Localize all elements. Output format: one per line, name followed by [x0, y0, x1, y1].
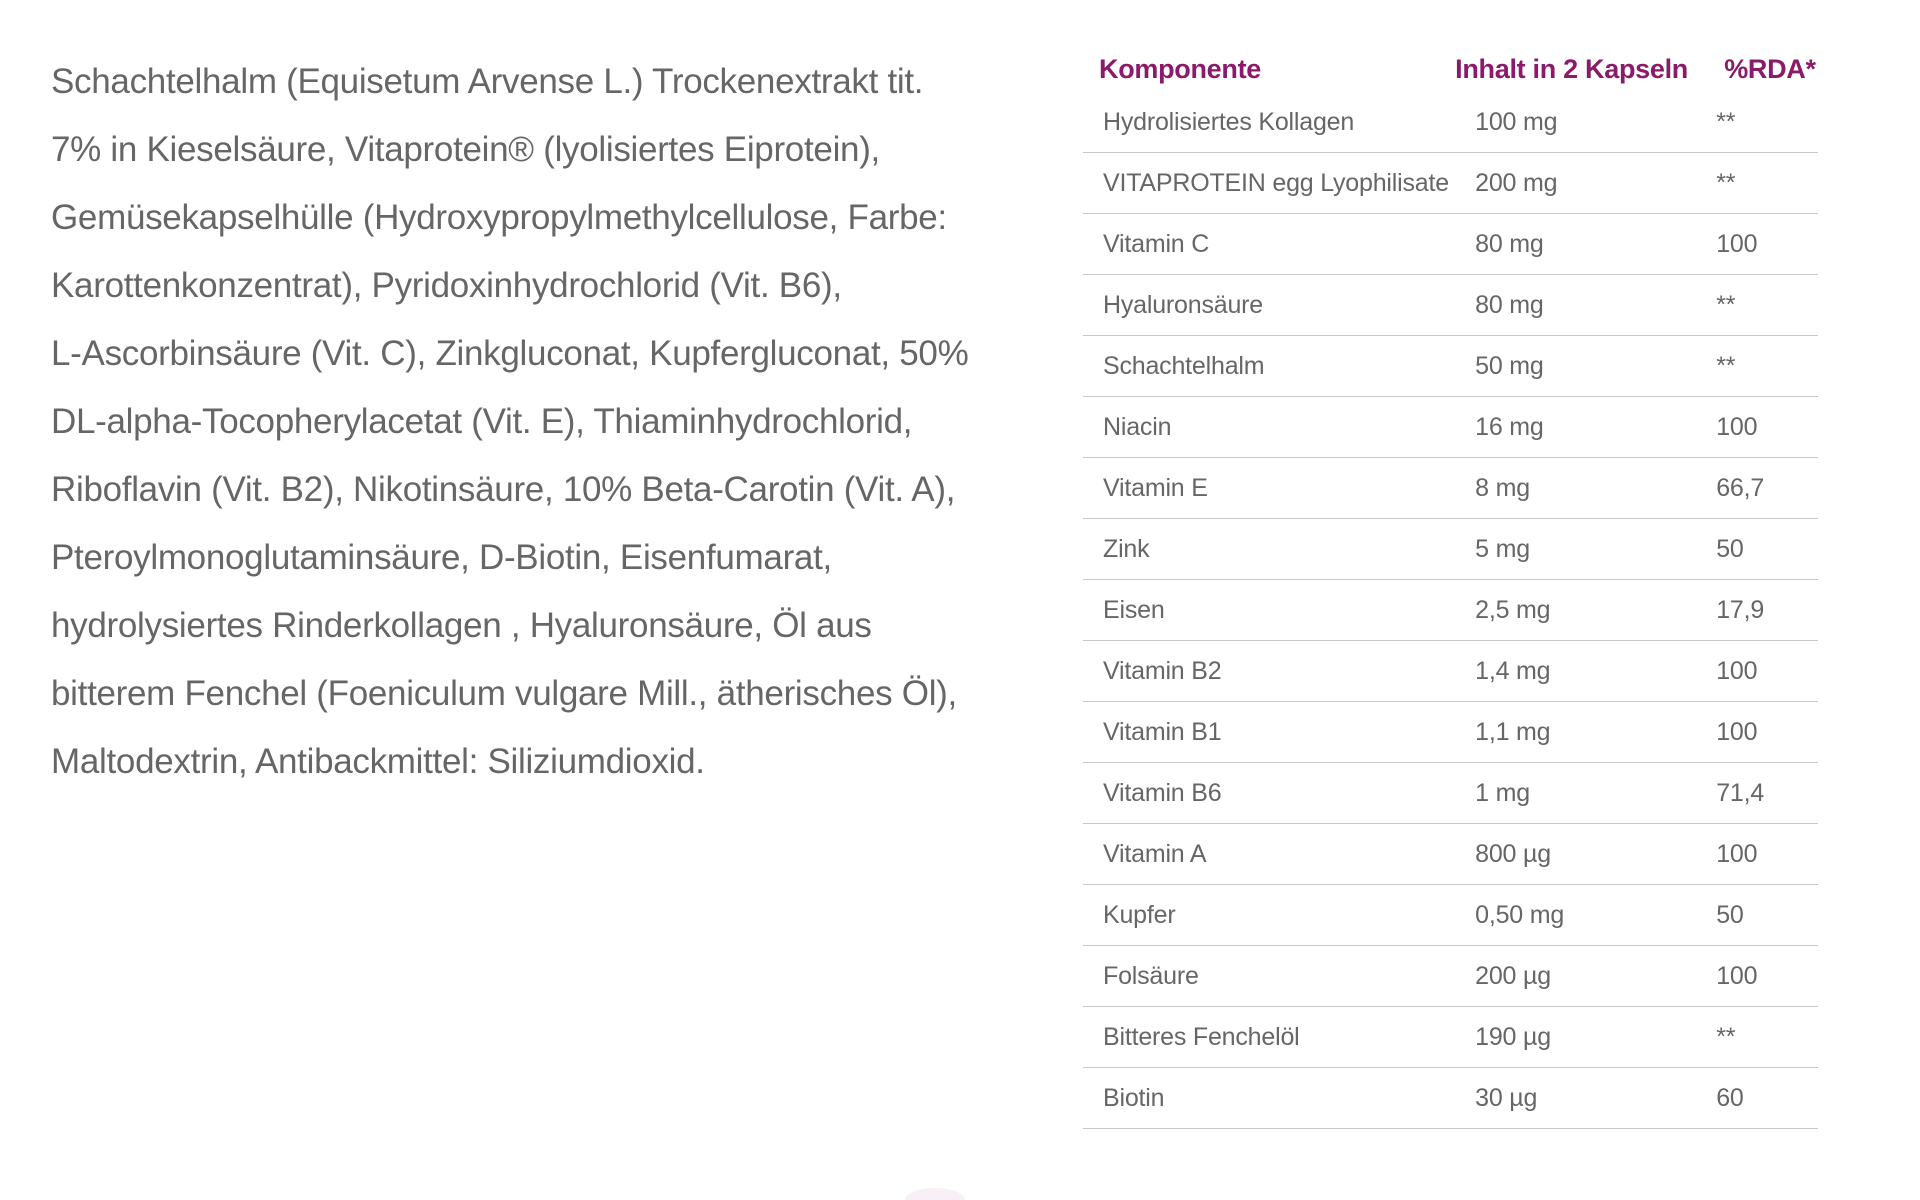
table-body	[1083, 92, 1818, 1129]
cell-inhalt: 800 µg	[1455, 824, 1690, 885]
ingredients-line: Schachtelhalm (Equisetum Arvense L.) Trockenextrakt tit.	[51, 62, 924, 101]
cell-rda: 66,7	[1690, 458, 1818, 519]
table-row	[1083, 580, 1818, 641]
table-row	[1083, 519, 1818, 580]
header-row	[1083, 46, 1818, 92]
ingredients-line: Karottenkonzentrat), Pyridoxinhydrochlorid (Vit. B6),	[51, 266, 842, 305]
ingredients-text	[51, 48, 991, 796]
cell-komponente: Zink	[1083, 519, 1455, 580]
cell-komponente: Schachtelhalm	[1083, 336, 1455, 397]
cell-inhalt: 80 mg	[1455, 214, 1690, 275]
ingredients-line: bitterem Fenchel (Foeniculum vulgare Mill., ätherisches Öl),	[51, 674, 957, 713]
cell-inhalt: 0,50 mg	[1455, 885, 1690, 946]
table-row	[1083, 702, 1818, 763]
cell-rda: 100	[1690, 214, 1818, 275]
header-rda: %RDA*	[1724, 53, 1816, 84]
cell-rda: 100	[1690, 824, 1818, 885]
table-row	[1083, 1007, 1818, 1068]
cell-komponente: Hydrolisiertes Kollagen	[1083, 92, 1455, 153]
table-row	[1083, 397, 1818, 458]
cell-rda: 50	[1690, 519, 1818, 580]
cell-komponente: Kupfer	[1083, 885, 1455, 946]
table-row	[1083, 214, 1818, 275]
ingredients-line: L-Ascorbinsäure (Vit. C), Zinkgluconat, Kupfergluconat, 50%	[51, 334, 969, 373]
cell-komponente: Vitamin C	[1083, 214, 1455, 275]
cell-rda: **	[1690, 92, 1818, 153]
cell-komponente: Vitamin B1	[1083, 702, 1455, 763]
cell-rda: **	[1690, 275, 1818, 336]
cell-komponente: VITAPROTEIN egg Lyophilisate	[1083, 153, 1455, 214]
table-row	[1083, 92, 1818, 153]
ingredients-line: hydrolysiertes Rinderkollagen , Hyaluronsäure, Öl aus	[51, 606, 872, 645]
cell-komponente: Hyaluronsäure	[1083, 275, 1455, 336]
table-row	[1083, 275, 1818, 336]
cell-inhalt: 1,1 mg	[1455, 702, 1690, 763]
table-header	[1083, 46, 1818, 92]
cell-rda: 71,4	[1690, 763, 1818, 824]
cell-komponente: Vitamin A	[1083, 824, 1455, 885]
cell-komponente: Bitteres Fenchelöl	[1083, 1007, 1455, 1068]
table-row	[1083, 458, 1818, 519]
ingredients-line: DL-alpha-Tocopherylacetat (Vit. E), Thiaminhydrochlorid,	[51, 402, 913, 441]
ingredients-line: 7% in Kieselsäure, Vitaprotein® (lyolisiertes Eiprotein),	[51, 130, 880, 169]
cell-komponente: Biotin	[1083, 1068, 1455, 1129]
cell-komponente: Folsäure	[1083, 946, 1455, 1007]
cell-rda: 60	[1690, 1068, 1818, 1129]
cell-inhalt: 200 mg	[1455, 153, 1690, 214]
cell-rda: 100	[1690, 397, 1818, 458]
table-row	[1083, 763, 1818, 824]
cell-inhalt: 1,4 mg	[1455, 641, 1690, 702]
cell-rda: **	[1690, 1007, 1818, 1068]
cell-inhalt: 30 µg	[1455, 1068, 1690, 1129]
cell-inhalt: 80 mg	[1455, 275, 1690, 336]
cell-rda: 17,9	[1690, 580, 1818, 641]
decorative-blob	[905, 1188, 965, 1200]
cell-inhalt: 1 mg	[1455, 763, 1690, 824]
cell-rda: 100	[1690, 702, 1818, 763]
cell-rda: **	[1690, 153, 1818, 214]
table-row	[1083, 946, 1818, 1007]
cell-komponente: Eisen	[1083, 580, 1455, 641]
table-row	[1083, 336, 1818, 397]
table-row	[1083, 153, 1818, 214]
cell-rda: 100	[1690, 641, 1818, 702]
cell-rda: 100	[1690, 946, 1818, 1007]
table-row	[1083, 885, 1818, 946]
ingredients-line: Maltodextrin, Antibackmittel: Siliziumdioxid.	[51, 742, 705, 781]
cell-komponente: Vitamin E	[1083, 458, 1455, 519]
ingredients-line: Pteroylmonoglutaminsäure, D-Biotin, Eisenfumarat,	[51, 538, 832, 577]
header-inhalt: Inhalt in 2 Kapseln	[1455, 53, 1688, 84]
cell-inhalt: 200 µg	[1455, 946, 1690, 1007]
cell-komponente: Vitamin B6	[1083, 763, 1455, 824]
cell-inhalt: 2,5 mg	[1455, 580, 1690, 641]
cell-inhalt: 8 mg	[1455, 458, 1690, 519]
cell-komponente: Niacin	[1083, 397, 1455, 458]
cell-inhalt: 100 mg	[1455, 92, 1690, 153]
cell-inhalt: 190 µg	[1455, 1007, 1690, 1068]
cell-rda: 50	[1690, 885, 1818, 946]
table-row	[1083, 824, 1818, 885]
cell-komponente: Vitamin B2	[1083, 641, 1455, 702]
cell-inhalt: 16 mg	[1455, 397, 1690, 458]
ingredients-line: Riboflavin (Vit. B2), Nikotinsäure, 10% Beta-Carotin (Vit. A),	[51, 470, 956, 509]
header-komponente: Komponente	[1099, 53, 1261, 84]
cell-inhalt: 5 mg	[1455, 519, 1690, 580]
cell-rda: **	[1690, 336, 1818, 397]
nutrition-table	[1083, 46, 1818, 1129]
table-row	[1083, 641, 1818, 702]
ingredients-line: Gemüsekapselhülle (Hydroxypropylmethylcellulose, Farbe:	[51, 198, 947, 237]
table-row	[1083, 1068, 1818, 1129]
nutrition-table-container	[1083, 46, 1818, 1129]
cell-inhalt: 50 mg	[1455, 336, 1690, 397]
